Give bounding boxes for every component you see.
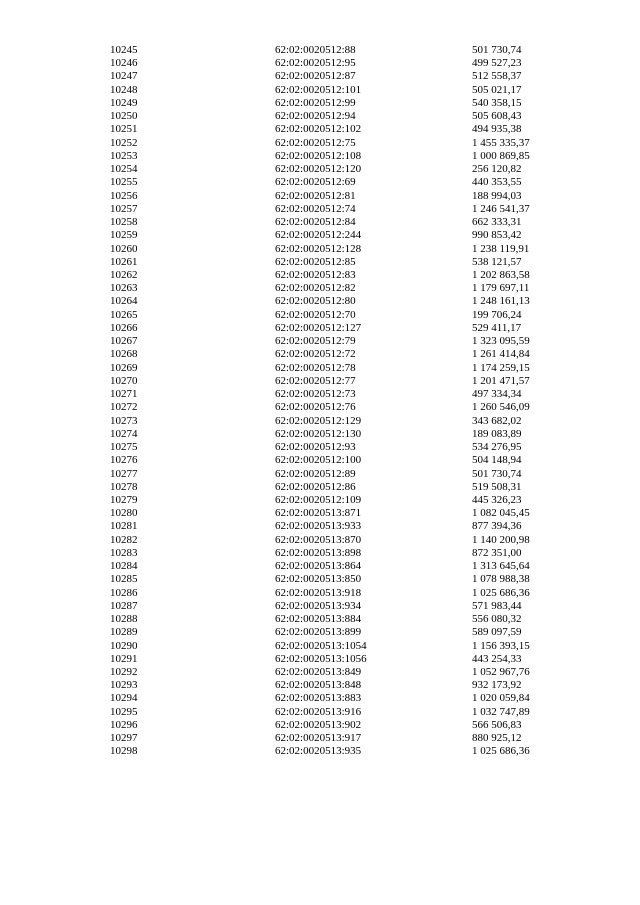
cadastral-number: 62:02:0020513:918 — [275, 586, 362, 599]
cadastral-number: 62:02:0020513:935 — [275, 745, 362, 758]
cadastral-value: 1 248 161,13 — [472, 295, 530, 308]
table-row — [0, 600, 640, 613]
cadastral-number: 62:02:0020513:849 — [275, 666, 362, 679]
cadastral-number: 62:02:0020512:99 — [275, 96, 356, 109]
cadastral-number: 62:02:0020512:78 — [275, 361, 356, 374]
table-row — [0, 97, 640, 110]
table-row — [0, 84, 640, 97]
row-number: 10261 — [110, 255, 138, 268]
row-number: 10297 — [110, 732, 138, 745]
row-number: 10274 — [110, 427, 138, 440]
cadastral-value: 990 853,42 — [472, 229, 522, 242]
cadastral-number: 62:02:0020512:85 — [275, 255, 356, 268]
table-row — [0, 190, 640, 203]
cadastral-value: 1 313 645,64 — [472, 560, 530, 573]
cadastral-value: 1 032 747,89 — [472, 705, 530, 718]
cadastral-number: 62:02:0020512:109 — [275, 493, 362, 506]
cadastral-value: 538 121,57 — [472, 255, 522, 268]
cadastral-number: 62:02:0020512:100 — [275, 454, 362, 467]
cadastral-value: 1 078 988,38 — [472, 573, 530, 586]
row-number: 10257 — [110, 202, 138, 215]
row-number: 10275 — [110, 441, 138, 454]
table-row — [0, 428, 640, 441]
cadastral-value: 880 925,12 — [472, 732, 522, 745]
cadastral-value: 662 333,31 — [472, 216, 522, 229]
cadastral-value: 556 080,32 — [472, 613, 522, 626]
cadastral-number: 62:02:0020512:102 — [275, 123, 362, 136]
row-number: 10268 — [110, 348, 138, 361]
table-row — [0, 176, 640, 189]
row-number: 10262 — [110, 268, 138, 281]
cadastral-number: 62:02:0020513:902 — [275, 718, 362, 731]
row-number: 10280 — [110, 507, 138, 520]
cadastral-number: 62:02:0020513:848 — [275, 679, 362, 692]
table-row — [0, 269, 640, 282]
table-row — [0, 229, 640, 242]
cadastral-number: 62:02:0020512:95 — [275, 57, 356, 70]
cadastral-number: 62:02:0020512:127 — [275, 321, 362, 334]
cadastral-value: 540 358,15 — [472, 96, 522, 109]
cadastral-number: 62:02:0020512:101 — [275, 83, 362, 96]
row-number: 10258 — [110, 216, 138, 229]
table-row — [0, 322, 640, 335]
cadastral-value: 443 254,33 — [472, 652, 522, 665]
cadastral-number: 62:02:0020512:81 — [275, 189, 356, 202]
table-row — [0, 534, 640, 547]
cadastral-number: 62:02:0020512:74 — [275, 202, 356, 215]
row-number: 10265 — [110, 308, 138, 321]
cadastral-value: 1 052 967,76 — [472, 666, 530, 679]
cadastral-number: 62:02:0020512:244 — [275, 229, 362, 242]
row-number: 10298 — [110, 745, 138, 758]
cadastral-value: 1 020 059,84 — [472, 692, 530, 705]
row-number: 10263 — [110, 282, 138, 295]
cadastral-value: 1 238 119,91 — [472, 242, 530, 255]
cadastral-number: 62:02:0020512:93 — [275, 441, 356, 454]
cadastral-number: 62:02:0020512:120 — [275, 163, 362, 176]
cadastral-number: 62:02:0020513:899 — [275, 626, 362, 639]
cadastral-value: 505 608,43 — [472, 110, 522, 123]
cadastral-number: 62:02:0020512:84 — [275, 216, 356, 229]
cadastral-number: 62:02:0020512:72 — [275, 348, 356, 361]
table-row — [0, 243, 640, 256]
table-row — [0, 57, 640, 70]
row-number: 10277 — [110, 467, 138, 480]
cadastral-number: 62:02:0020512:87 — [275, 70, 356, 83]
row-number: 10247 — [110, 70, 138, 83]
row-number: 10249 — [110, 96, 138, 109]
row-number: 10272 — [110, 401, 138, 414]
table-row — [0, 216, 640, 229]
table-row — [0, 573, 640, 586]
table-row — [0, 653, 640, 666]
row-number: 10250 — [110, 110, 138, 123]
table-row — [0, 44, 640, 57]
cadastral-number: 62:02:0020512:75 — [275, 136, 356, 149]
cadastral-number: 62:02:0020513:850 — [275, 573, 362, 586]
table-row — [0, 679, 640, 692]
cadastral-value: 519 508,31 — [472, 480, 522, 493]
cadastral-value: 1 323 095,59 — [472, 335, 530, 348]
table-row — [0, 454, 640, 467]
cadastral-value: 566 506,83 — [472, 718, 522, 731]
table-row — [0, 719, 640, 732]
row-number: 10296 — [110, 718, 138, 731]
cadastral-value: 1 179 697,11 — [472, 282, 530, 295]
row-number: 10292 — [110, 666, 138, 679]
cadastral-number: 62:02:0020512:128 — [275, 242, 362, 255]
row-number: 10270 — [110, 374, 138, 387]
row-number: 10269 — [110, 361, 138, 374]
cadastral-value: 1 201 471,57 — [472, 374, 530, 387]
row-number: 10293 — [110, 679, 138, 692]
cadastral-value: 504 148,94 — [472, 454, 522, 467]
cadastral-value: 872 351,00 — [472, 546, 522, 559]
table-row — [0, 692, 640, 705]
row-number: 10251 — [110, 123, 138, 136]
cadastral-number: 62:02:0020512:86 — [275, 480, 356, 493]
row-number: 10259 — [110, 229, 138, 242]
cadastral-number: 62:02:0020512:80 — [275, 295, 356, 308]
cadastral-value: 256 120,82 — [472, 163, 522, 176]
cadastral-number: 62:02:0020512:83 — [275, 268, 356, 281]
cadastral-number: 62:02:0020512:89 — [275, 467, 356, 480]
cadastral-number: 62:02:0020513:917 — [275, 732, 362, 745]
cadastral-value: 534 276,95 — [472, 441, 522, 454]
row-number: 10278 — [110, 480, 138, 493]
cadastral-number: 62:02:0020512:130 — [275, 427, 362, 440]
table-row — [0, 507, 640, 520]
row-number: 10281 — [110, 520, 138, 533]
table-row — [0, 626, 640, 639]
table-row — [0, 494, 640, 507]
row-number: 10253 — [110, 149, 138, 162]
row-number: 10294 — [110, 692, 138, 705]
cadastral-value: 589 097,59 — [472, 626, 522, 639]
table-row — [0, 375, 640, 388]
table-row — [0, 309, 640, 322]
cadastral-value: 497 334,34 — [472, 388, 522, 401]
cadastral-value: 1 025 686,36 — [472, 745, 530, 758]
cadastral-number: 62:02:0020513:933 — [275, 520, 362, 533]
row-number: 10256 — [110, 189, 138, 202]
cadastral-value: 501 730,74 — [472, 467, 522, 480]
cadastral-number: 62:02:0020512:79 — [275, 335, 356, 348]
table-row — [0, 335, 640, 348]
cadastral-value: 529 411,17 — [472, 321, 522, 334]
table-row — [0, 481, 640, 494]
table-row — [0, 388, 640, 401]
row-number: 10286 — [110, 586, 138, 599]
row-number: 10271 — [110, 388, 138, 401]
table-row — [0, 163, 640, 176]
cadastral-number: 62:02:0020513:864 — [275, 560, 362, 573]
table-row — [0, 560, 640, 573]
cadastral-number: 62:02:0020513:870 — [275, 533, 362, 546]
cadastral-number: 62:02:0020512:82 — [275, 282, 356, 295]
row-number: 10246 — [110, 57, 138, 70]
cadastral-value: 1 082 045,45 — [472, 507, 530, 520]
table-row — [0, 706, 640, 719]
table-row — [0, 70, 640, 83]
table-row — [0, 123, 640, 136]
table-row — [0, 745, 640, 758]
row-number: 10264 — [110, 295, 138, 308]
cadastral-value: 1 156 393,15 — [472, 639, 530, 652]
row-number: 10252 — [110, 136, 138, 149]
cadastral-number: 62:02:0020513:883 — [275, 692, 362, 705]
row-number: 10260 — [110, 242, 138, 255]
cadastral-value: 512 558,37 — [472, 70, 522, 83]
table-row — [0, 666, 640, 679]
cadastral-value: 1 000 869,85 — [472, 149, 530, 162]
cadastral-value: 877 394,36 — [472, 520, 522, 533]
row-number: 10276 — [110, 454, 138, 467]
cadastral-value: 505 021,17 — [472, 83, 522, 96]
table-row — [0, 401, 640, 414]
row-number: 10266 — [110, 321, 138, 334]
cadastral-number: 62:02:0020513:916 — [275, 705, 362, 718]
table-row — [0, 203, 640, 216]
cadastral-value: 445 326,23 — [472, 493, 522, 506]
cadastral-number: 62:02:0020512:69 — [275, 176, 356, 189]
row-number: 10282 — [110, 533, 138, 546]
table-row — [0, 547, 640, 560]
table-row — [0, 362, 640, 375]
table-row — [0, 640, 640, 653]
cadastral-value: 189 083,89 — [472, 427, 522, 440]
cadastral-number: 62:02:0020513:1056 — [275, 652, 367, 665]
table-row — [0, 468, 640, 481]
table-row — [0, 256, 640, 269]
table-row — [0, 441, 640, 454]
cadastral-value: 571 983,44 — [472, 599, 522, 612]
cadastral-value: 499 527,23 — [472, 57, 522, 70]
table-row — [0, 282, 640, 295]
row-number: 10255 — [110, 176, 138, 189]
row-number: 10288 — [110, 613, 138, 626]
cadastral-number: 62:02:0020512:70 — [275, 308, 356, 321]
table-row — [0, 110, 640, 123]
table-row — [0, 295, 640, 308]
cadastral-value: 501 730,74 — [472, 44, 522, 56]
row-number: 10289 — [110, 626, 138, 639]
cadastral-number: 62:02:0020512:73 — [275, 388, 356, 401]
cadastral-value: 343 682,02 — [472, 414, 522, 427]
row-number: 10273 — [110, 414, 138, 427]
row-number: 10254 — [110, 163, 138, 176]
cadastral-value: 1 246 541,37 — [472, 202, 530, 215]
row-number: 10279 — [110, 493, 138, 506]
cadastral-number: 62:02:0020512:88 — [275, 44, 356, 56]
cadastral-value: 494 935,38 — [472, 123, 522, 136]
cadastral-value: 440 353,55 — [472, 176, 522, 189]
table-row — [0, 520, 640, 533]
cadastral-value: 932 173,92 — [472, 679, 522, 692]
row-number: 10284 — [110, 560, 138, 573]
row-number: 10245 — [110, 44, 138, 56]
row-number: 10287 — [110, 599, 138, 612]
cadastral-number: 62:02:0020513:898 — [275, 546, 362, 559]
table-row — [0, 613, 640, 626]
cadastral-number: 62:02:0020512:94 — [275, 110, 356, 123]
row-number: 10248 — [110, 83, 138, 96]
row-number: 10291 — [110, 652, 138, 665]
cadastral-value: 188 994,03 — [472, 189, 522, 202]
row-number: 10295 — [110, 705, 138, 718]
cadastral-number: 62:02:0020512:129 — [275, 414, 362, 427]
cadastral-number: 62:02:0020512:76 — [275, 401, 356, 414]
table-row — [0, 150, 640, 163]
table-row — [0, 587, 640, 600]
cadastral-value: 1 025 686,36 — [472, 586, 530, 599]
cadastral-value: 1 174 259,15 — [472, 361, 530, 374]
cadastral-value-table — [0, 44, 640, 759]
cadastral-value: 199 706,24 — [472, 308, 522, 321]
row-number: 10285 — [110, 573, 138, 586]
cadastral-number: 62:02:0020513:934 — [275, 599, 362, 612]
table-row — [0, 348, 640, 361]
cadastral-value: 1 140 200,98 — [472, 533, 530, 546]
cadastral-value: 1 202 863,58 — [472, 268, 530, 281]
cadastral-number: 62:02:0020513:884 — [275, 613, 362, 626]
row-number: 10283 — [110, 546, 138, 559]
table-row — [0, 137, 640, 150]
table-row — [0, 415, 640, 428]
row-number: 10267 — [110, 335, 138, 348]
cadastral-number: 62:02:0020513:1054 — [275, 639, 367, 652]
cadastral-value: 1 260 546,09 — [472, 401, 530, 414]
cadastral-value: 1 455 335,37 — [472, 136, 530, 149]
cadastral-value: 1 261 414,84 — [472, 348, 530, 361]
cadastral-number: 62:02:0020512:108 — [275, 149, 362, 162]
row-number: 10290 — [110, 639, 138, 652]
cadastral-number: 62:02:0020512:77 — [275, 374, 356, 387]
table-row — [0, 732, 640, 745]
cadastral-number: 62:02:0020513:871 — [275, 507, 362, 520]
